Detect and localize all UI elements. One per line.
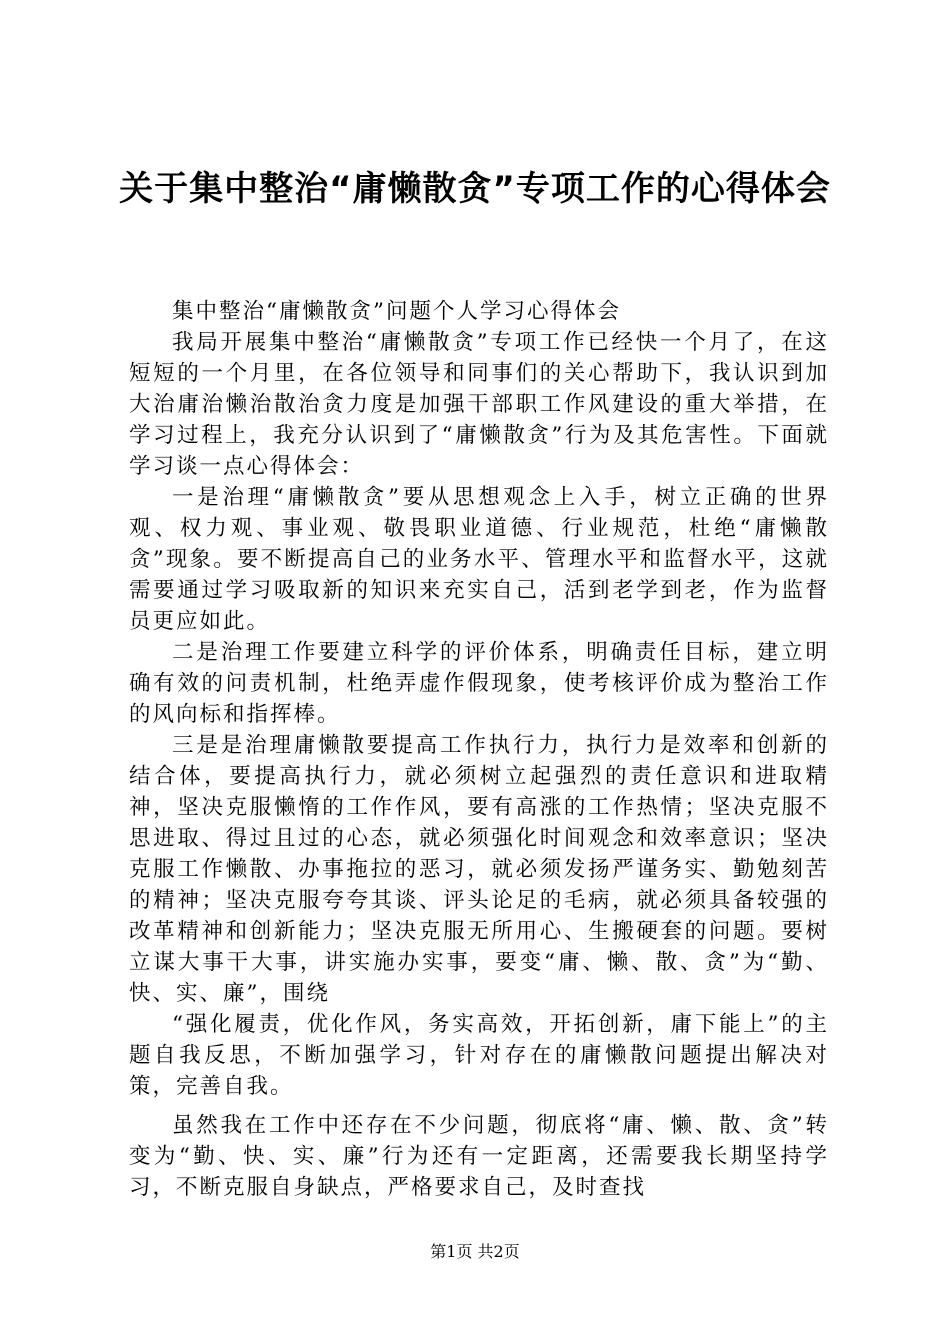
- point-three-paragraph: 三是是治理庸懒散要提高工作执行力，执行力是效率和创新的结合体，要提高执行力，就必须树立起强烈的责任意识和进取精神，坚决克服懒惰的工作作风，要有高涨的工作热情；坚决克服不思进取、得过且过的心态，就必须强化时间观念和效率意识；坚决克服工作懒散、办事拖拉的恶习，就必须发扬严谨务实、勤勉刻苦的精神；坚决克服夸夸其谈、评头论足的毛病，就必须具备较强的改革精神和创新能力；坚决克服无所用心、生搬硬套的问题。要树立谋大事干大事，讲实施办实事，要变“庸、懒、散、贪”为“勤、快、实、廉”，围绕: [129, 733, 829, 1006]
- point-two-paragraph: 二是治理工作要建立科学的评价体系，明确责任目标，建立明确有效的问责机制，杜绝弄虚作假现象，使考核评价成为整治工作的风向标和指挥棒。: [129, 640, 829, 727]
- closing-paragraph: 虽然我在工作中还存在不少问题，彻底将“庸、懒、散、贪”转变为“勤、快、实、廉”行为还有一定距离，还需要我长期坚持学习，不断克服自身缺点，严格要求自己，及时查找: [129, 1113, 829, 1200]
- point-one-paragraph: 一是治理“庸懒散贪”要从思想观念上入手，树立正确的世界观、权力观、事业观、敬畏职业道德、行业规范，杜绝“庸懒散贪”现象。要不断提高自己的业务水平、管理水平和监督水平，这就需要通过学习吸取新的知识来充实自己，活到老学到老，作为监督员更应如此。: [129, 485, 829, 634]
- subtitle-paragraph: 集中整治“庸懒散贪”问题个人学习心得体会: [172, 299, 621, 324]
- document-body: [129, 296, 829, 1203]
- page-number: 第1页 共2页: [430, 1242, 520, 1261]
- document-title: 关于集中整治“庸懒散贪”专项工作的心得体会: [119, 169, 831, 209]
- intro-paragraph: 我局开展集中整治“庸懒散贪”专项工作已经快一个月了，在这短短的一个月里，在各位领导和同事们的关心帮助下，我认识到加大治庸治懒治散治贪力度是加强干部职工作风建设的重大举措，在学习过程上，我充分认识到了“庸懒散贪”行为及其危害性。下面就学习谈一点心得体会：: [129, 330, 829, 479]
- theme-paragraph: “强化履责，优化作风，务实高效，开拓创新，庸下能上”的主题自我反思，不断加强学习，针对存在的庸懒散问题提出解决对策，完善自我。: [129, 1012, 829, 1099]
